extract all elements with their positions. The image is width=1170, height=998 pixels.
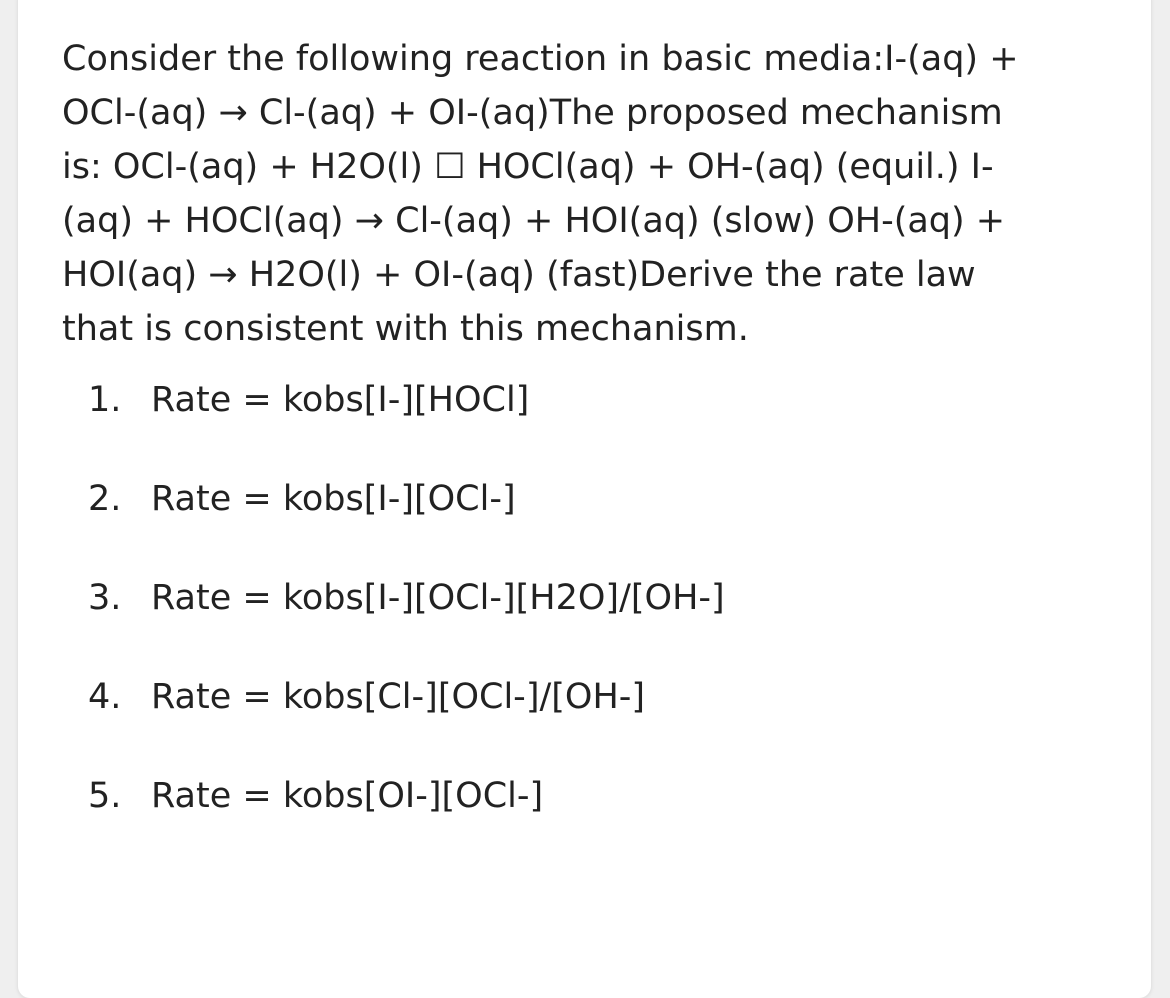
answer-option-2[interactable] (88, 479, 725, 578)
question-line: is: OCl-(aq) + H2O(l) ☐ HOCl(aq) + OH-(aq) (equil.) I- (62, 147, 994, 187)
option-text: Rate = kobs[I-][OCl-][H2O]/[OH-] (151, 578, 725, 618)
option-number: 2. (88, 479, 122, 519)
question-line: Consider the following reaction in basic media:I-(aq) + (62, 39, 1019, 79)
option-number: 3. (88, 578, 122, 618)
option-number: 1. (88, 380, 122, 420)
answer-option-4[interactable] (88, 677, 725, 776)
option-text: Rate = kobs[Cl-][OCl-]/[OH-] (151, 677, 646, 717)
question-line: (aq) + HOCl(aq) → Cl-(aq) + HOI(aq) (slow) OH-(aq) + (62, 201, 1006, 241)
question-line: OCl-(aq) → Cl-(aq) + OI-(aq)The proposed mechanism (62, 93, 1003, 133)
option-text: Rate = kobs[I-][OCl-] (151, 479, 516, 519)
option-text: Rate = kobs[I-][HOCl] (151, 380, 530, 420)
question-text (62, 32, 1102, 356)
answer-option-5[interactable] (88, 776, 725, 875)
answer-options (88, 380, 725, 875)
option-text: Rate = kobs[OI-][OCl-] (151, 776, 544, 816)
question-card (18, 0, 1151, 998)
question-line: that is consistent with this mechanism. (62, 309, 749, 349)
answer-option-3[interactable] (88, 578, 725, 677)
answer-option-1[interactable] (88, 380, 725, 479)
option-number: 5. (88, 776, 122, 816)
option-number: 4. (88, 677, 122, 717)
question-line: HOI(aq) → H2O(l) + OI-(aq) (fast)Derive the rate law (62, 255, 976, 295)
